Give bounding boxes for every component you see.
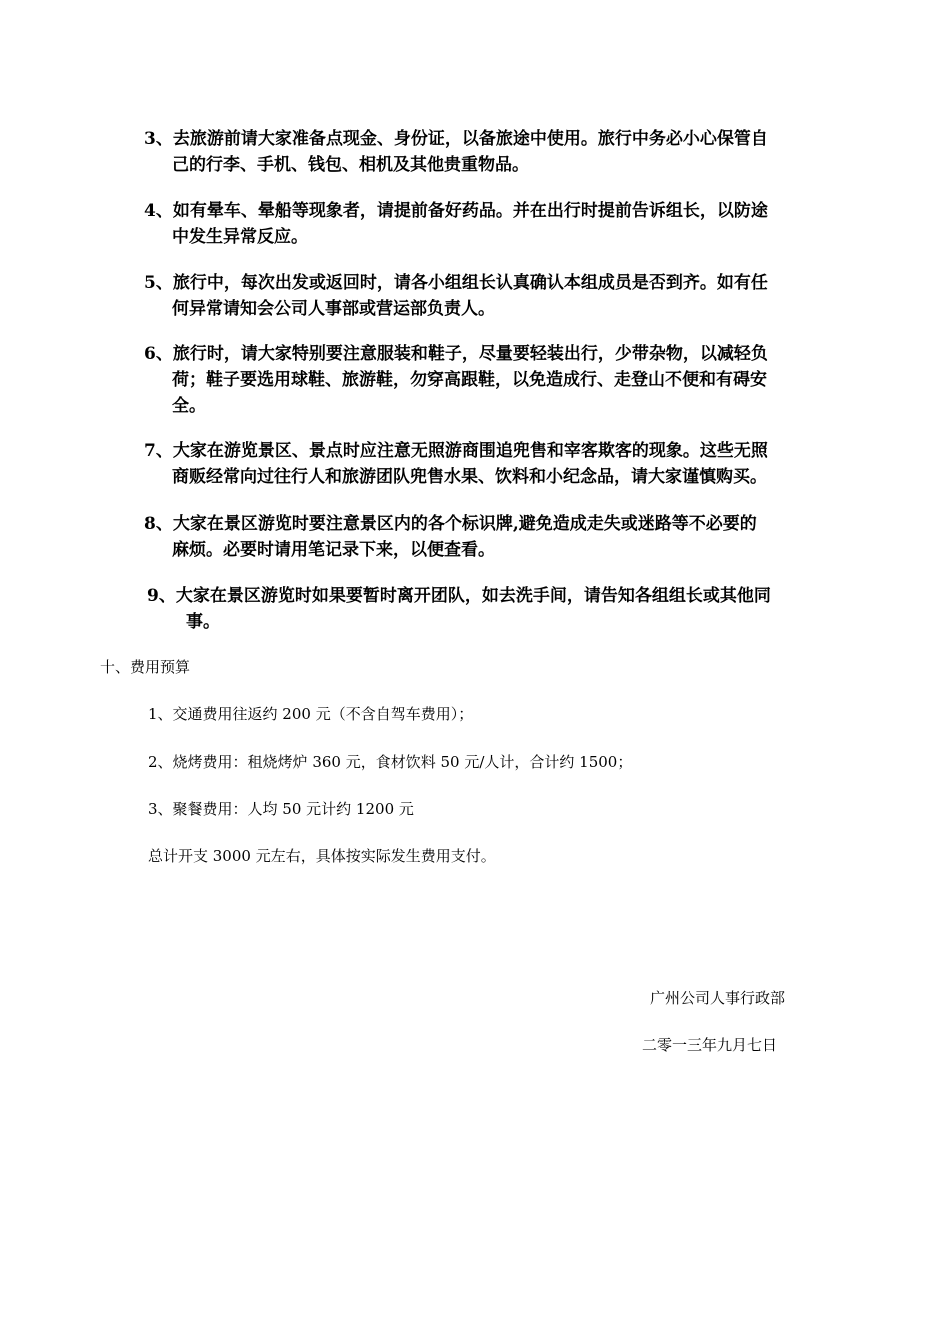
notice-text: 8、大家在景区游览时要注意景区内的各个标识牌,避免造成走失或迷路等不必要的 [144,514,757,534]
notice-text: 麻烦。必要时请用笔记录下来，以便查看。 [172,540,495,560]
notice-item-3 [144,126,850,178]
notice-item-5 [144,270,850,322]
notice-item-6 [144,341,850,419]
notice-text: 商贩经常向过往行人和旅游团队兜售水果、饮料和小纪念品，请大家谨慎购买。 [172,467,767,487]
notice-text: 荷；鞋子要选用球鞋、旅游鞋，勿穿高跟鞋，以免造成行、走登山不便和有碍安 [172,370,767,390]
notice-item-8 [144,511,850,563]
notice-text: 6、旅行时，请大家特别要注意服装和鞋子，尽量要轻装出行，少带杂物，以减轻负 [144,344,768,364]
signature-date: 二零一三年九月七日 [642,1036,778,1054]
budget-item-dinner: 3、聚餐费用：人均 50 元计约 1200 元 [148,800,414,818]
notice-text: 全。 [172,396,206,416]
notice-text: 己的行李、手机、钱包、相机及其他贵重物品。 [172,155,529,175]
notice-text: 4、如有晕车、晕船等现象者，请提前备好药品。并在出行时提前告诉组长，以防途 [144,201,768,221]
notice-item-9 [144,583,850,635]
notice-item-4 [144,198,850,250]
notice-text: 何异常请知会公司人事部或营运部负责人。 [172,299,495,319]
notice-text: 事。 [186,612,220,632]
budget-total: 总计开支 3000 元左右，具体按实际发生费用支付。 [148,847,496,865]
notice-item-7 [144,438,850,490]
budget-item-transport: 1、交通费用往返约 200 元（不含自驾车费用）； [148,705,474,723]
budget-item-bbq: 2、烧烤费用：租烧烤炉 360 元，食材饮料 50 元/人计，合计约 1500； [148,753,633,771]
notice-text: 中发生异常反应。 [172,227,308,247]
budget-heading: 十、费用预算 [100,658,191,676]
signature-department: 广州公司人事行政部 [650,989,786,1007]
notice-text: 7、大家在游览景区、景点时应注意无照游商围追兜售和宰客欺客的现象。这些无照 [144,441,768,461]
notice-text: 5、旅行中，每次出发或返回时，请各小组组长认真确认本组成员是否到齐。如有任 [144,273,768,293]
notice-text: 3、去旅游前请大家准备点现金、身份证，以备旅途中使用。旅行中务必小心保管自 [144,129,768,149]
notice-text: 9、大家在景区游览时如果要暂时离开团队，如去洗手间，请告知各组组长或其他同 [147,586,771,606]
